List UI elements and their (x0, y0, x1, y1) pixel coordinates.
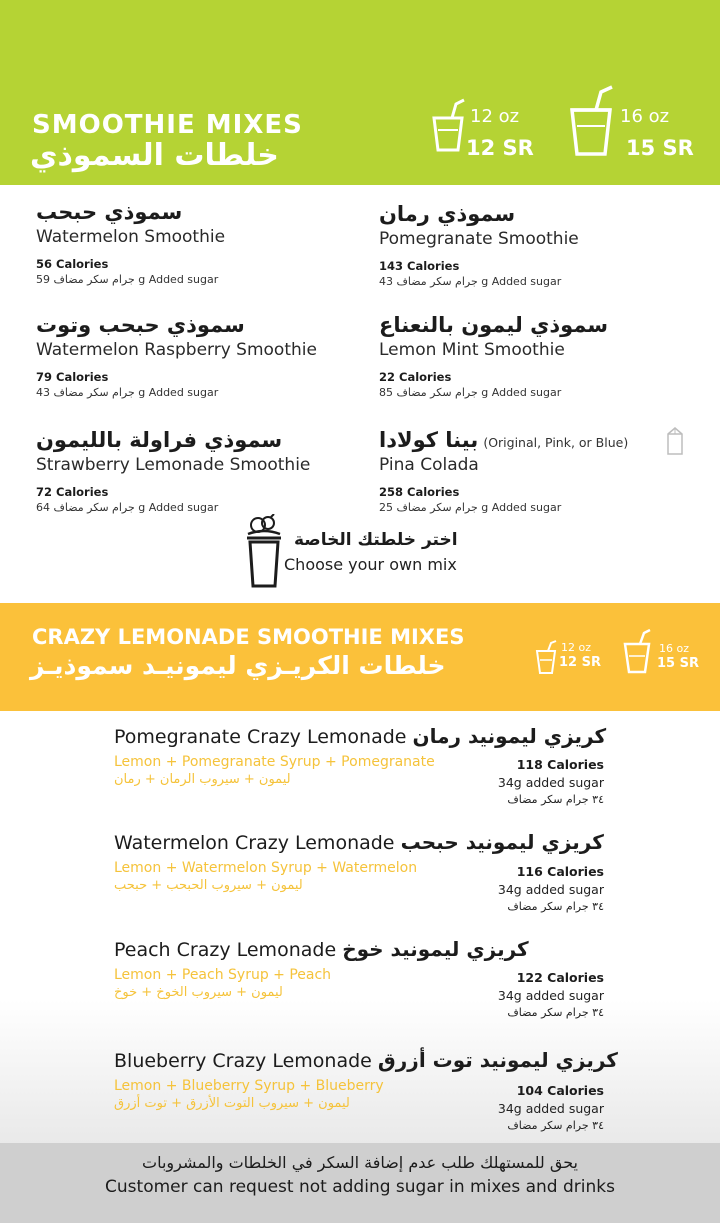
item-name-ar: سموذي حبحب (36, 200, 183, 224)
item-calories: 104 Calories (516, 1083, 604, 1098)
item-sugar: جرام سكر مضاف 43 g Added sugar (379, 275, 562, 288)
cup-icon (568, 84, 614, 156)
lemonade-item-title: Watermelon Crazy Lemonade كريزي ليمونيد حبحب (114, 830, 604, 854)
own-mix-en: Choose your own mix (284, 555, 457, 574)
smoothie-item (379, 428, 628, 514)
size-price-label: 15 SR (626, 136, 694, 160)
item-sugar: جرام سكر مضاف 64 g Added sugar (36, 501, 219, 514)
footer-notice-ar: يحق للمستهلك طلب عدم إضافة السكر في الخلطات والمشروبات (142, 1153, 578, 1172)
fruit-cup-icon (244, 514, 284, 590)
lemonade-item-ingredients-en: Lemon + Blueberry Syrup + Blueberry (114, 1078, 384, 1094)
item-sugar: 34g added sugar (497, 988, 604, 1003)
cup-icon (535, 639, 557, 675)
cup-icon (430, 96, 466, 152)
smoothie-item (36, 200, 225, 286)
item-name-en: Pomegranate Smoothie (379, 229, 579, 249)
size-oz-label: 16 oz (620, 106, 670, 127)
lemonade-item (114, 937, 614, 1037)
lemonade-header (0, 603, 720, 711)
lemonade-item-ingredients-ar: ليمون + سيروب الرمان + رمان (114, 772, 291, 787)
item-name-en: Watermelon Raspberry Smoothie (36, 340, 317, 360)
cup-icon (623, 628, 651, 674)
size-oz-label: 16 oz (659, 642, 689, 655)
item-calories: 22 Calories (379, 370, 452, 384)
smoothie-item (379, 313, 608, 399)
lemonade-item-ingredients-en: Lemon + Pomegranate Syrup + Pomegranate (114, 754, 435, 770)
item-calories: 258 Calories (379, 485, 460, 499)
lemonade-title-ar: خلطات الكريـزي ليمونيـد سموذيـز (30, 651, 446, 680)
lemonade-item-ingredients-ar: ليمون + سيروب التوت الأزرق + توت أزرق (114, 1096, 350, 1111)
item-calories: 56 Calories (36, 257, 109, 271)
item-name-en: Lemon Mint Smoothie (379, 340, 565, 360)
item-name-ar: سموذي ليمون بالنعناع (379, 313, 609, 337)
item-name-ar: بينا كولادا (379, 428, 479, 452)
size-oz-label: 12 oz (561, 641, 591, 654)
own-mix-ar: اختر خلطتك الخاصة (294, 530, 458, 550)
item-calories: 122 Calories (516, 970, 604, 985)
size-price-label: 12 SR (466, 136, 534, 160)
item-sugar-ar: ٣٤ جرام سكر مضاف (507, 793, 604, 806)
lemonade-item-nutrition (498, 864, 604, 913)
smoothie-title-ar: خلطات السموذي (30, 138, 279, 173)
item-calories: 79 Calories (36, 370, 109, 384)
lemonade-item-nutrition (498, 757, 604, 806)
size-oz-label: 12 oz (470, 106, 520, 127)
item-sugar-ar: ٣٤ جرام سكر مضاف (507, 1006, 604, 1019)
lemonade-item (114, 724, 614, 824)
item-name-en: Strawberry Lemonade Smoothie (36, 455, 311, 475)
item-sugar: 34g added sugar (497, 775, 604, 790)
item-calories: 118 Calories (516, 757, 604, 772)
size-price-label: 15 SR (657, 656, 699, 671)
lemonade-item-nutrition (498, 1083, 604, 1132)
item-sugar: 34g added sugar (497, 882, 604, 897)
lemonade-item-ingredients-ar: ليمون + سيروب الخوخ + خوخ (114, 985, 283, 1000)
smoothie-item (379, 202, 579, 288)
choose-own-mix (244, 514, 504, 592)
smoothie-item (36, 428, 310, 514)
item-name-ar: سموذي رمان (379, 202, 516, 226)
lemonade-item-title: Blueberry Crazy Lemonade كريزي ليمونيد توت أزرق (114, 1048, 618, 1072)
item-name-en: Pina Colada (379, 455, 479, 475)
item-sugar: جرام سكر مضاف 43 g Added sugar (36, 386, 219, 399)
item-sugar: جرام سكر مضاف 25 g Added sugar (379, 501, 562, 514)
item-note: (Original, Pink, or Blue) (483, 435, 629, 450)
size-12oz (535, 639, 605, 679)
lemonade-title-en: CRAZY LEMONADE SMOOTHIE MIXES (32, 625, 465, 649)
smoothie-title-en: SMOOTHIE MIXES (32, 110, 303, 140)
lemonade-item-title: Pomegranate Crazy Lemonade كريزي ليمونيد رمان (114, 724, 607, 748)
footer-notice-en: Customer can request not adding sugar in mixes and drinks (105, 1177, 615, 1197)
milk-carton-icon (665, 426, 685, 456)
size-16oz (623, 628, 713, 678)
item-sugar-ar: ٣٤ جرام سكر مضاف (507, 900, 604, 913)
item-calories: 116 Calories (516, 864, 604, 879)
lemonade-item-ingredients-en: Lemon + Peach Syrup + Peach (114, 967, 332, 983)
item-name-row (379, 428, 628, 452)
item-sugar: جرام سكر مضاف 59 g Added sugar (36, 273, 219, 286)
lemonade-item (114, 1048, 618, 1148)
item-sugar-ar: ٣٤ جرام سكر مضاف (507, 1119, 604, 1132)
item-sugar: جرام سكر مضاف 85 g Added sugar (379, 386, 562, 399)
item-name-en: Watermelon Smoothie (36, 227, 226, 247)
size-12oz (430, 96, 550, 166)
item-name-ar: سموذي فراولة بالليمون (36, 428, 283, 452)
lemonade-item-nutrition (498, 970, 604, 1019)
item-calories: 143 Calories (379, 259, 460, 273)
item-name-ar: سموذي حبحب وتوت (36, 313, 245, 337)
lemonade-item-ingredients-ar: ليمون + سيروب الحبحب + حبحب (114, 878, 303, 893)
size-16oz (568, 84, 708, 166)
size-price-label: 12 SR (559, 655, 601, 670)
sugar-notice-footer (0, 1143, 720, 1223)
smoothie-header (0, 0, 720, 185)
smoothie-item (36, 313, 317, 399)
item-calories: 72 Calories (36, 485, 109, 499)
lemonade-item-ingredients-en: Lemon + Watermelon Syrup + Watermelon (114, 860, 418, 876)
item-sugar: 34g added sugar (497, 1101, 604, 1116)
lemonade-item (114, 830, 614, 930)
lemonade-item-title: Peach Crazy Lemonade كريزي ليمونيد خوخ (114, 937, 529, 961)
